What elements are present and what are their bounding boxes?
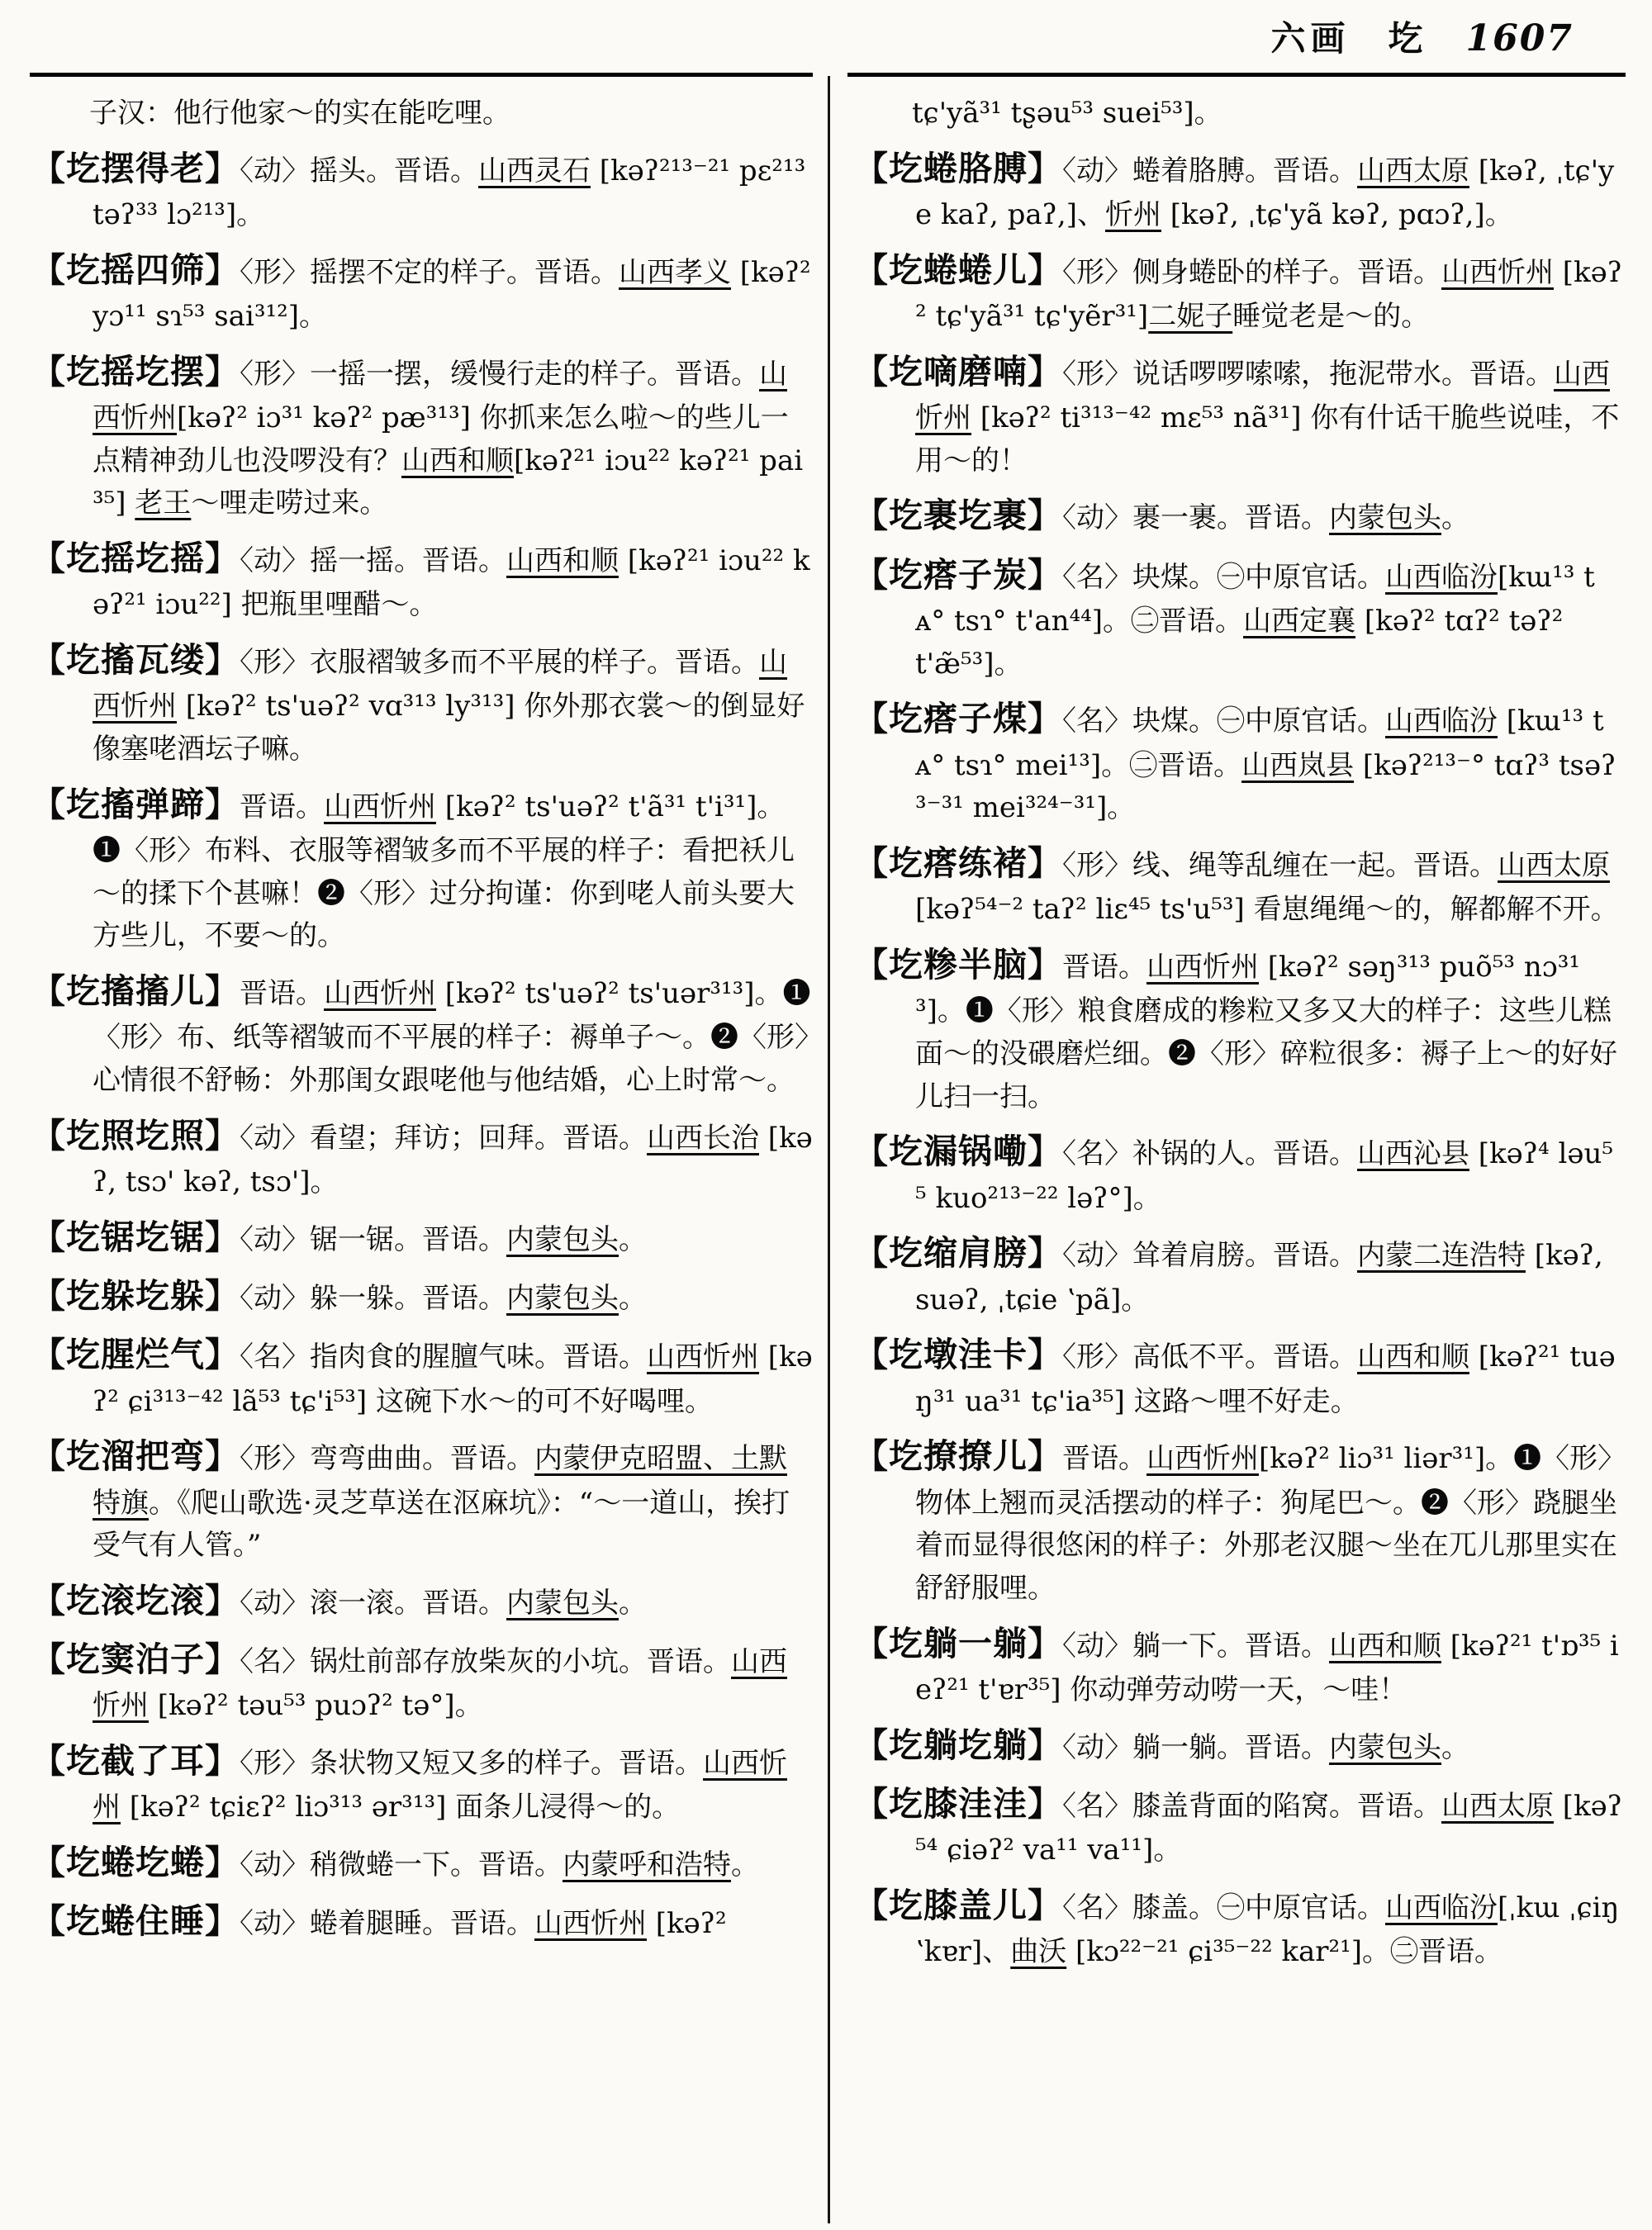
entry-text: 〈形〉弯弯曲曲。晋语。 — [240, 1442, 534, 1476]
place-name: 内蒙包头 — [1329, 1730, 1441, 1764]
entry-headword: 【圪截了耳】 — [31, 1741, 240, 1782]
entry-headword: 【圪摇圪摆】 — [31, 351, 240, 391]
entry-headword: 【圪摇圪摇】 — [31, 538, 240, 578]
dict-entry — [854, 837, 1624, 932]
entry-text: 〈动〉蜷着胳膊。晋语。 — [1062, 154, 1357, 187]
entry-text: 〈形〉摇摆不定的样子。晋语。 — [240, 255, 619, 289]
entry-text: [kəʔ² ti³¹³⁻⁴² mɛ⁵³ nã³¹] 你有什话干脆些说哇，不用～的！ — [915, 401, 1620, 477]
dict-entry — [31, 966, 813, 1103]
entry-text: 〈动〉滚一滚。晋语。 — [240, 1586, 506, 1620]
place-name: 山西太原 — [1441, 1789, 1554, 1823]
entry-text: 晋语。 — [240, 790, 324, 823]
entry-headword: 【圪蜷蜷儿】 — [854, 249, 1062, 290]
running-head — [1271, 12, 1574, 61]
header-rule-right — [847, 73, 1626, 77]
place-name: 山西沁县 — [1357, 1137, 1469, 1171]
place-name: 忻州 — [1104, 197, 1161, 231]
entry-text: ～哩走唠过来。 — [191, 486, 388, 520]
entry-headword: 【圪膝洼洼】 — [854, 1783, 1062, 1824]
dict-entry — [31, 634, 813, 771]
place-name: 山西长治 — [647, 1121, 759, 1155]
place-name: 山西和顺 — [1329, 1629, 1441, 1663]
place-name: 山西忻州 — [1441, 255, 1554, 289]
entry-text: 〈动〉躺一下。晋语。 — [1062, 1629, 1329, 1663]
entry-text: 。 — [619, 1586, 647, 1620]
dict-entry — [31, 533, 813, 627]
entry-headword: 【圪蜷胳膊】 — [854, 148, 1062, 188]
dict-entry — [31, 1110, 813, 1204]
dict-entry — [854, 1618, 1624, 1712]
entry-headword: 【圪照圪照】 — [31, 1115, 240, 1155]
entry-text: [kəʔ²¹ t'ɒ³⁵ ieʔ²¹ t'ɐr³⁵] 你动弹劳动唠一天，～哇！ — [915, 1629, 1619, 1706]
entry-text: 晋语。 — [1062, 1442, 1146, 1476]
entry-text: 。 — [1441, 1730, 1469, 1764]
entry-text: [kɯ¹³ tᴀ° tsɿ° t'an⁴⁴]。㊁晋语。 — [915, 560, 1595, 638]
entry-text: [kəʔ⁵⁴⁻² taʔ² liɛ⁴⁵ ts'u⁵³] 看崽绳绳～的，解都解不开。 — [915, 893, 1619, 927]
entry-text: 〈动〉锯一锯。晋语。 — [240, 1222, 506, 1256]
dict-entry — [854, 490, 1624, 541]
entry-headword: 【圪躲圪躲】 — [31, 1275, 240, 1316]
entry-headword: 【圪躺一躺】 — [854, 1623, 1062, 1663]
entry-text: [kəʔ² yɔ¹¹ sɿ⁵³ sai³¹²]。 — [93, 255, 811, 333]
dict-entry — [854, 693, 1624, 830]
entry-text: [kəʔ² təu⁵³ puɔʔ² tə°]。 — [149, 1689, 483, 1723]
dict-entry — [854, 549, 1624, 686]
entry-text: [kəʔ⁴ ləu⁵⁵ kuo²¹³⁻²² ləʔ°]。 — [915, 1137, 1613, 1215]
dict-entry-continuation — [854, 93, 1624, 135]
entry-text: 〈动〉摇头。晋语。 — [240, 154, 478, 187]
dict-entry — [854, 143, 1624, 237]
entry-text: 〈动〉看望；拜访；回拜。晋语。 — [240, 1121, 647, 1155]
right-column — [854, 93, 1624, 2228]
dict-entry — [854, 1431, 1624, 1610]
dict-entry — [854, 244, 1624, 339]
entry-text: 晋语。 — [1062, 950, 1146, 984]
entry-text: [kəʔ² iɔ³¹ kəʔ² pæ³¹³] 你抓来怎么啦～的些儿一点精神劲儿也没啰没有？ — [93, 401, 789, 477]
entry-headword: 【圪墩洼卡】 — [854, 1335, 1062, 1375]
entry-text: 〈名〉膝盖。㊀中原官话。 — [1062, 1891, 1385, 1924]
entry-text: [kəʔ² liɔ³¹ liər³¹]。❶〈形〉物体上翘而灵活摆动的样子：狗尾巴～。❷〈形〉跷腿坐着而显得很悠闲的样子：外那老汉腿～坐在兀儿那里实在舒舒服哩。 — [915, 1442, 1617, 1605]
entry-text: [kəʔ² ts'uəʔ² ts'uər³¹³]。❶〈形〉布、纸等褶皱而不平展的样子：褥单子～。❷〈形〉心情很不舒畅：外那闺女跟咾他与他结婚，心上时常～。 — [93, 976, 811, 1097]
entry-headword: 【圪锯圪锯】 — [31, 1217, 240, 1257]
dict-entry — [31, 1575, 813, 1626]
entry-text: 〈动〉躲一躲。晋语。 — [240, 1281, 506, 1315]
entry-text: 〈形〉高低不平。晋语。 — [1062, 1340, 1357, 1374]
dict-entry — [854, 1778, 1624, 1872]
dict-entry — [31, 1212, 813, 1263]
dict-entry — [854, 1227, 1624, 1321]
place-name: 曲沃 — [1010, 1935, 1067, 1969]
entry-headword: 【圪蜷圪蜷】 — [31, 1843, 240, 1883]
entry-text: [kəʔ, tsɔ' kəʔ, tsɔ']。 — [93, 1121, 813, 1198]
dict-entry — [854, 1880, 1624, 1974]
entry-headword: 【圪裹圪裹】 — [854, 496, 1062, 536]
entry-text: 〈动〉耸着肩膀。晋语。 — [1062, 1239, 1357, 1273]
dict-entry — [854, 939, 1624, 1118]
entry-text: [kəʔ²¹ iɔu²² kəʔ²¹ pai³⁵] — [93, 444, 804, 520]
entry-text: 〈形〉一摇一摆，缓慢行走的样子。晋语。 — [240, 357, 759, 391]
place-name: 山西孝义 — [619, 255, 731, 289]
place-name: 老王 — [135, 486, 192, 520]
place-name: 山西忻州 — [93, 357, 787, 434]
entry-text: [kəʔ, ˌtɕ'ye kaʔ, paʔ,]、 — [915, 154, 1615, 231]
dict-entry — [31, 1735, 813, 1829]
place-name: 山西定襄 — [1243, 604, 1356, 638]
entry-text: 〈动〉躺一躺。晋语。 — [1062, 1730, 1329, 1764]
entry-text: 〈名〉补锅的人。晋语。 — [1062, 1137, 1357, 1171]
place-name: 内蒙包头 — [506, 1281, 619, 1315]
entry-text: 〈形〉条状物又短又多的样子。晋语。 — [240, 1747, 703, 1781]
place-name: 内蒙二连浩特 — [1357, 1239, 1526, 1273]
place-name: 山西忻州 — [93, 1747, 787, 1824]
entry-text: 〈动〉裹一裹。晋语。 — [1062, 501, 1329, 535]
place-name: 山西忻州 — [93, 645, 787, 724]
place-name: 山西岚县 — [1241, 748, 1355, 782]
entry-text: 晋语。 — [240, 976, 324, 1010]
entry-headword: 【圪撩撩儿】 — [854, 1436, 1062, 1477]
entry-text: [kəʔ²¹ iɔu²² kəʔ²¹ iɔu²²] 把瓶里哩醋～。 — [93, 543, 810, 622]
entry-headword: 【圪瘩子煤】 — [854, 699, 1062, 739]
dict-entry — [31, 1431, 813, 1568]
place-name: 山西忻州 — [324, 976, 436, 1010]
entry-text: 。 — [731, 1848, 759, 1882]
entry-text: 子汉：他行他家～的实在能吃哩。 — [89, 97, 510, 130]
entry-text: [kəʔ⁵⁴ ɕiəʔ² va¹¹ va¹¹]。 — [915, 1789, 1623, 1867]
dict-entry-continuation — [31, 93, 813, 135]
entry-text: 〈名〉块煤。㊀中原官话。 — [1062, 705, 1385, 738]
entry-headword: 【圪摇四筛】 — [31, 249, 240, 290]
entry-headword: 【圪瘩子炭】 — [854, 554, 1062, 595]
dict-entry — [31, 1634, 813, 1728]
entry-text: 〈动〉摇一摇。晋语。 — [240, 543, 506, 577]
entry-headword: 【圪膝盖儿】 — [854, 1885, 1062, 1925]
entry-text: [kəʔ, ˌtɕ'yã kəʔ, pɑɔʔ,]。 — [1161, 197, 1513, 231]
dict-entry — [31, 1270, 813, 1321]
place-name: 内蒙呼和浩特 — [563, 1848, 731, 1882]
page-number: 1607 — [1465, 17, 1574, 59]
entry-headword: 【圪溜把弯】 — [31, 1436, 240, 1477]
place-name: 山西和顺 — [506, 543, 619, 577]
entry-headword: 【圪腥烂气】 — [31, 1335, 240, 1375]
entry-headword: 【圪糁半脑】 — [854, 944, 1062, 985]
entry-text: 睡觉老是～的。 — [1232, 299, 1430, 333]
running-head-section: 六画 — [1270, 18, 1351, 59]
entry-text: 〈动〉蜷着腿睡。晋语。 — [240, 1907, 534, 1941]
entry-text: [kɔ²²⁻²¹ ɕi³⁵⁻²² kar²¹]。㊁晋语。 — [1066, 1935, 1503, 1969]
entry-headword: 【圪滚圪滚】 — [31, 1580, 240, 1620]
entry-headword: 【圪摆得老】 — [31, 148, 240, 188]
entry-text: 〈形〉说话啰啰嗦嗦，拖泥带水。晋语。 — [1062, 357, 1554, 391]
place-name: 内蒙包头 — [506, 1586, 619, 1620]
dict-entry — [854, 1126, 1624, 1220]
dict-entry — [854, 1720, 1624, 1771]
place-name: 山西忻州 — [1146, 1442, 1259, 1476]
entry-headword: 【圪搐搐儿】 — [31, 970, 240, 1011]
dict-entry — [31, 1896, 813, 1947]
dict-entry — [31, 1837, 813, 1888]
header-rule-left — [30, 73, 813, 77]
entry-headword: 【圪瘩练褚】 — [854, 842, 1062, 883]
entry-headword: 【圪躺圪躺】 — [854, 1725, 1062, 1765]
place-name: 山西忻州 — [1146, 950, 1259, 984]
place-name: 山西忻州 — [324, 790, 436, 823]
entry-headword: 【圪缩肩膀】 — [854, 1233, 1062, 1274]
place-name: 山西临汾 — [1385, 1891, 1498, 1924]
entry-headword: 【圪搐弹蹄】 — [31, 784, 240, 824]
entry-headword: 【圪窦泊子】 — [31, 1639, 240, 1680]
running-head-character: 圪 — [1388, 18, 1428, 59]
entry-text: [kəʔ² tɕ'yã³¹ tɕ'yẽr³¹] — [915, 255, 1623, 333]
entry-text: 〈动〉稍微蜷一下。晋语。 — [240, 1848, 563, 1882]
entry-text: [ˌkɯ ˌɕiŋ ʽkɐr]、 — [915, 1891, 1620, 1969]
entry-text: [kəʔ²¹³⁻²¹ pɛ²¹³ təʔ³³ lɔ²¹³]。 — [93, 154, 806, 231]
place-name: 山西和顺 — [401, 444, 514, 477]
place-name: 山西忻州 — [93, 1645, 787, 1723]
place-name: 山西忻州 — [534, 1907, 647, 1941]
entry-text: [kəʔ² tɕiɛʔ² liɔ³¹³ ər³¹³] 面条儿浸得～的。 — [121, 1791, 681, 1824]
place-name: 内蒙伊克昭盟、土默特旗 — [93, 1442, 787, 1520]
dict-entry — [31, 143, 813, 237]
entry-headword: 【圪嘀磨喃】 — [854, 351, 1062, 391]
entry-text: 〈形〉线、绳等乱缠在一起。晋语。 — [1062, 848, 1498, 882]
dict-entry — [31, 346, 813, 525]
entry-text: 〈形〉侧身蜷卧的样子。晋语。 — [1062, 255, 1441, 289]
place-name: 内蒙包头 — [506, 1222, 619, 1256]
place-name: 内蒙包头 — [1329, 501, 1441, 535]
dict-entry — [31, 244, 813, 339]
left-column — [31, 93, 813, 2228]
place-name: 山西太原 — [1357, 154, 1469, 187]
place-name: 山西和顺 — [1357, 1340, 1469, 1374]
entry-text: 〈名〉块煤。㊀中原官话。 — [1062, 560, 1385, 594]
entry-text: 。《爬山歌选·灵芝草送在沤麻坑》：“～一道山，挨打受气有人管。” — [93, 1486, 790, 1563]
dict-entry — [854, 1329, 1624, 1423]
dict-entry — [854, 346, 1624, 483]
entry-headword: 【圪漏锅嘞】 — [854, 1132, 1062, 1172]
place-name: 山西灵石 — [478, 154, 591, 187]
entry-text: [kəʔ² ts'uəʔ² t'ã³¹ t'i³¹]。❶〈形〉布料、衣服等褶皱多而不平展的样子：看把袄儿～的揉下个甚嘛！❷〈形〉过分拘谨：你到咾人前头要大方些儿，不要～的。 — [93, 790, 795, 953]
entry-text: [kəʔ²¹³⁻° tɑʔ³ tsəʔ³⁻³¹ mei³²⁴⁻³¹]。 — [915, 748, 1616, 825]
place-name: 山西太原 — [1498, 848, 1610, 882]
entry-text: [kəʔ²¹ tuəŋ³¹ ua³¹ tɕ'ia³⁵] 这路～哩不好走。 — [915, 1340, 1616, 1418]
entry-text: 。 — [619, 1281, 647, 1315]
entry-text: 〈形〉衣服褶皱多而不平展的样子。晋语。 — [240, 645, 759, 679]
dict-entry — [31, 779, 813, 958]
place-name: 山西忻州 — [915, 357, 1610, 434]
entry-text: [kəʔ² — [647, 1907, 727, 1941]
entry-headword: 【圪搐瓦缕】 — [31, 639, 240, 680]
entry-text: 。 — [619, 1222, 647, 1256]
entry-text: 〈名〉锅灶前部存放柴灰的小坑。晋语。 — [240, 1645, 731, 1679]
entry-text: tɕ'yã³¹ tʂəu⁵³ suei⁵³]。 — [912, 97, 1222, 130]
entry-text: [kəʔ² ɕi³¹³⁻⁴² lã⁵³ tɕ'i⁵³] 这碗下水～的可不好喝哩。 — [93, 1340, 813, 1418]
entry-text: [kəʔ² tɑʔ² təʔ² t'æ̃⁵³]。 — [915, 604, 1564, 681]
entry-headword: 【圪蜷住睡】 — [31, 1901, 240, 1942]
entry-text: 〈名〉指肉食的腥膻气味。晋语。 — [240, 1340, 647, 1374]
column-divider — [828, 76, 830, 2223]
entry-text: [kəʔ, suəʔ, ˌtɕie ʽpã]。 — [915, 1239, 1603, 1317]
dict-entry — [31, 1329, 813, 1423]
entry-text: 〈名〉膝盖背面的陷窝。晋语。 — [1062, 1789, 1441, 1823]
entry-text: [kəʔ² ts'uəʔ² vɑ³¹³ ly³¹³] 你外那衣裳～的倒显好像塞咾酒坛子嘛。 — [93, 690, 805, 766]
place-name: 山西临汾 — [1385, 560, 1498, 594]
place-name: 二妮子 — [1148, 299, 1233, 333]
place-name: 山西忻州 — [647, 1340, 759, 1374]
entry-text: [kəʔ² səŋ³¹³ puõ⁵³ nɔ³¹³]。❶〈形〉粮食磨成的糁粒又多又大的样子：这些儿糕面～的没碨磨烂细。❷〈形〉碎粒很多：褥子上～的好好儿扫一扫。 — [915, 950, 1617, 1113]
entry-text: 。 — [1441, 501, 1469, 535]
place-name: 山西临汾 — [1385, 705, 1498, 738]
entry-text: [kɯ¹³ tᴀ° tsɿ° mei¹³]。㊁晋语。 — [915, 705, 1604, 782]
